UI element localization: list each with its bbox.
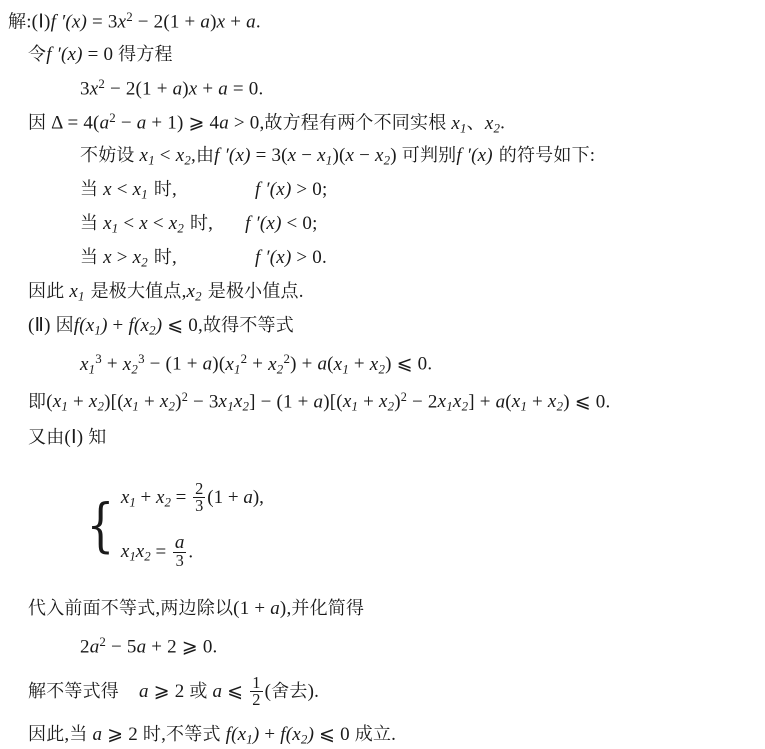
text-line-7: 当 $x_1 < x < x_2$ 时, f ′(x) < 0; bbox=[80, 213, 318, 236]
text-line-5: 不妨设 $x_1 < x_2$,由f $'(x) = 3(x - x_1)(x - x_2)$ 可判别f ′(x) 的符号如下: bbox=[80, 145, 596, 168]
left-brace-glyph: { bbox=[86, 490, 115, 559]
text-line-6: 当 $x < x_1$ 时, f ′(x) > 0; bbox=[80, 179, 328, 202]
text-line-4: 因 $\Delta = 4(a^2 - a + 1)$ ⩾ 4a > 0,故方程有两个不同实根 $x_1$、$x_2$. bbox=[28, 110, 506, 136]
text-line-14: $x_1 + x_2$ = $\frac{2}{3}$ (1 + a), bbox=[120, 478, 264, 516]
fraction-a-over-three: $\frac{a}{3}$ bbox=[174, 531, 185, 570]
fraction-two-thirds: $\frac{2}{3}$ bbox=[195, 478, 204, 516]
text-line-11: $x_1^3 + x_2^3 - (1 + a)(x_1^2 + x_2^2) + a(x_1 + x_2)$ ⩽ 0. bbox=[80, 351, 433, 377]
text-line-2: 令f ′(x) = 0 得方程 bbox=[28, 44, 173, 65]
text-line-15: $x_1x_2$ = $\frac{a}{3}$ . bbox=[120, 531, 194, 570]
text-line-16: 代入前面不等式,两边除以(1 + a),并化简得 bbox=[28, 598, 365, 619]
text-line-1: 解:(Ⅰ)f $'(x) = 3x^2 - 2(1 + a)x + a$. bbox=[8, 9, 261, 33]
text-line-9: 因此 $x_1$ 是极大值点$,x_2$ 是极小值点. bbox=[28, 281, 304, 304]
solution-marker: 解 bbox=[8, 11, 27, 33]
text-line-19: 因此,当 a ⩾ 2 时,不等式 $f(x_1) + f(x_2)$ ⩽ 0 成立. bbox=[28, 724, 397, 747]
text-line-13: 又由(Ⅰ) 知 bbox=[28, 427, 107, 448]
text-line-17: $2a^2 - 5a + 2$ ⩾ 0. bbox=[80, 634, 218, 658]
text-line-12: 即$(x_1 + x_2)[(x_1 + x_2)^2 - 3x_1x_2] - (1 + a)[(x_1 + x_2)^2 - 2x_1x_2] + a(x_1 + x_2)$ ⩽ 0. bbox=[28, 390, 611, 414]
equation-system bbox=[82, 470, 264, 580]
text-line-3: $3x^2 - 2(1 + a)x + a = 0$. bbox=[80, 76, 264, 100]
text-line-18: 解不等式得 a ⩾ 2 或 a ⩽ $\frac{1}{2}$ (舍去). bbox=[28, 673, 320, 710]
fraction-one-half: $\frac{1}{2}$ bbox=[252, 673, 261, 710]
text-line-10: (Ⅱ) 因$f(x_1) + f(x_2)$ ⩽ 0,故得不等式 bbox=[28, 315, 294, 338]
text-line-8: 当 $x > x_2$ 时, f ′(x) > 0. bbox=[80, 247, 327, 270]
